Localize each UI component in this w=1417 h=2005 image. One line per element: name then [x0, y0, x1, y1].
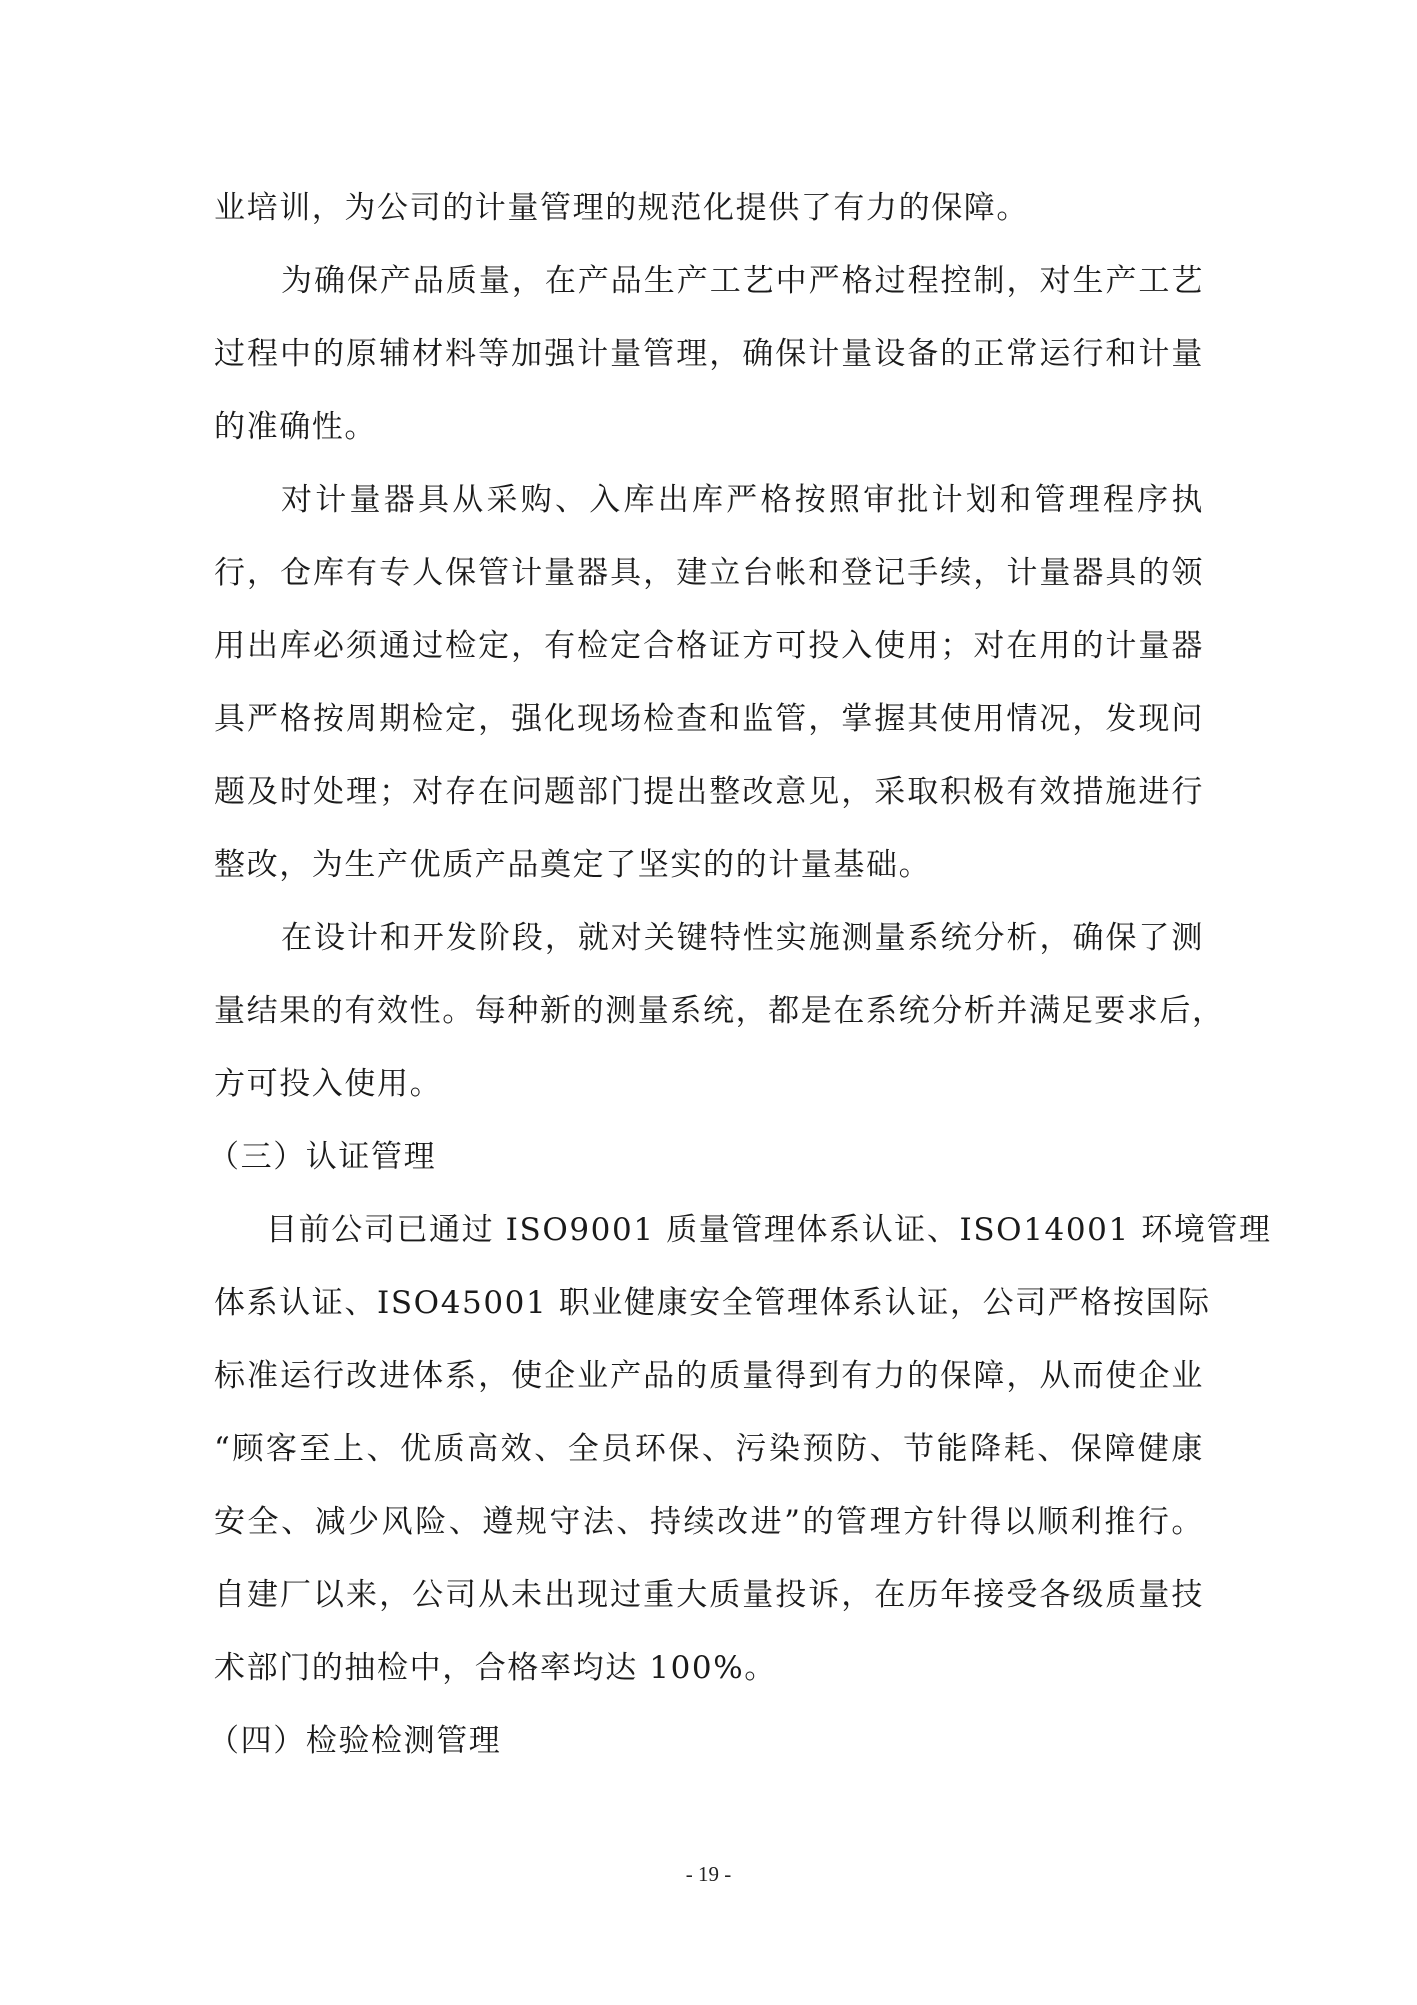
paragraph-line: 整改，为生产优质产品奠定了坚实的的计量基础。: [214, 847, 932, 883]
page-number: - 19 -: [685, 1862, 732, 1886]
paragraph-line: 目前公司已通过 ISO9001 质量管理体系认证、ISO14001 环境管理: [266, 1212, 1272, 1248]
paragraph-line: 具严格按周期检定，强化现场检查和监管，掌握其使用情况，发现问: [214, 701, 1204, 737]
paragraph-line: 行，仓库有专人保管计量器具，建立台帐和登记手续，计量器具的领: [214, 555, 1204, 591]
paragraph-line: 对计量器具从采购、入库出库严格按照审批计划和管理程序执: [281, 482, 1204, 518]
page-body: [208, 178, 1272, 1784]
paragraph-line: 体系认证、ISO45001 职业健康安全管理体系认证，公司严格按国际: [214, 1285, 1211, 1321]
paragraph-line: 安全、减少风险、遵规守法、持续改进”的管理方针得以顺利推行。: [214, 1504, 1204, 1540]
section-heading-certification: （三）认证管理: [208, 1139, 437, 1175]
section-heading-inspection: （四）检验检测管理: [208, 1723, 502, 1759]
paragraph-line: 在设计和开发阶段，就对关键特性实施测量系统分析，确保了测: [281, 920, 1204, 956]
paragraph-line: 自建厂以来，公司从未出现过重大质量投诉，在历年接受各级质量技: [214, 1577, 1204, 1613]
paragraph-line: 方可投入使用。: [214, 1066, 443, 1102]
paragraph-line: “顾客至上、优质高效、全员环保、污染预防、节能降耗、保障健康: [214, 1431, 1204, 1467]
paragraph-line: 用出库必须通过检定，有检定合格证方可投入使用；对在用的计量器: [214, 628, 1204, 664]
paragraph-line: 术部门的抽检中，合格率均达 100%。: [214, 1650, 777, 1686]
paragraph-line: 为确保产品质量，在产品生产工艺中严格过程控制，对生产工艺: [281, 263, 1204, 299]
paragraph-line: 业培训，为公司的计量管理的规范化提供了有力的保障。: [214, 190, 1029, 226]
paragraph-line: 题及时处理；对存在问题部门提出整改意见，采取积极有效措施进行: [214, 774, 1204, 810]
paragraph-line: 的准确性。: [214, 409, 377, 445]
paragraph-line: 量结果的有效性。每种新的测量系统，都是在系统分析并满足要求后，: [214, 993, 1225, 1029]
paragraph-line: 标准运行改进体系，使企业产品的质量得到有力的保障，从而使企业: [214, 1358, 1204, 1394]
paragraph-line: 过程中的原辅材料等加强计量管理，确保计量设备的正常运行和计量: [214, 336, 1204, 372]
